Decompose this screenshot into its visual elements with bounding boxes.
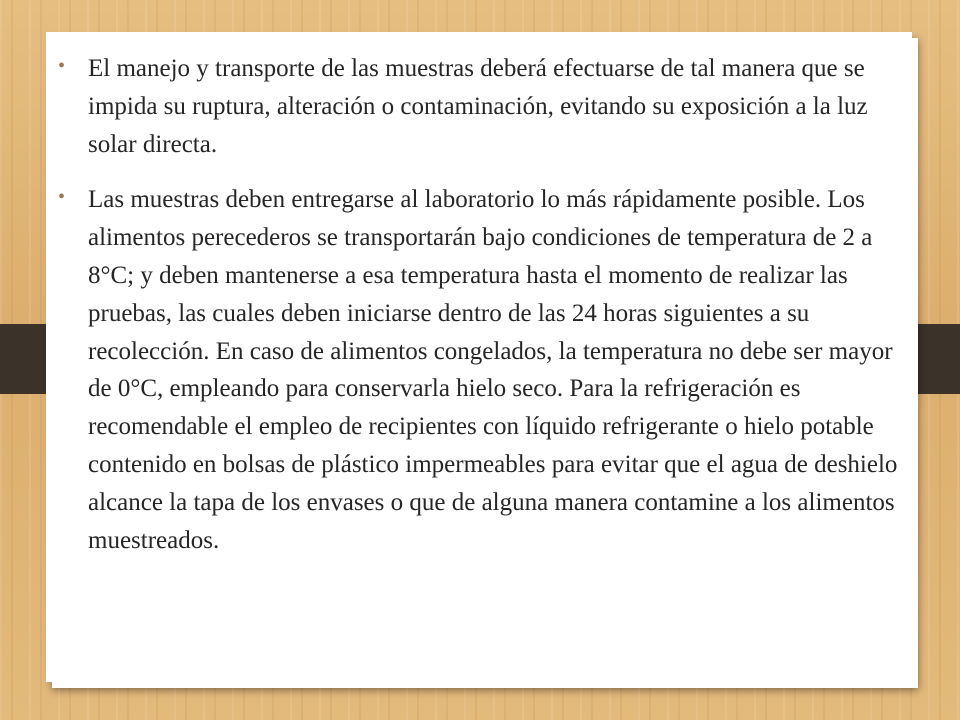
slide-content [58,40,908,571]
bullet-icon: • [58,186,66,209]
bullet-item-2 [58,181,908,559]
slide-card [46,32,912,682]
wood-dark-stripe-left [0,324,50,394]
wood-dark-stripe-right [914,324,960,394]
bullet-icon: • [58,55,66,77]
bullet-text-1: El manejo y transporte de las muestras deberá efectuarse de tal manera que se impida su ruptura, alteración o contaminación, evitando su exposición a la luz solar directa. [88,55,868,158]
bullet-text-2: Las muestras deben entregarse al laboratorio lo más rápidamente posible. Los alimentos perecederos se transportarán bajo condiciones de temperatura de 2 a 8°C; y deben mantenerse a esa temperatura hasta el momento de realizar las pruebas, las cuales deben iniciarse dentro de las 24 horas siguientes a su recolección. En caso de alimentos congelados, la temperatura no debe ser mayor de 0°C, empleando para conservarla hielo seco. Para la refrigeración es recomendable el empleo de recipientes con líquido refrigerante o hielo potable contenido en bolsas de plástico impermeables para evitar que el agua de deshielo alcance la tapa de los envases o que de alguna manera contamine a los alimentos muestreados. [88,186,898,554]
bullet-item-1 [58,50,908,163]
